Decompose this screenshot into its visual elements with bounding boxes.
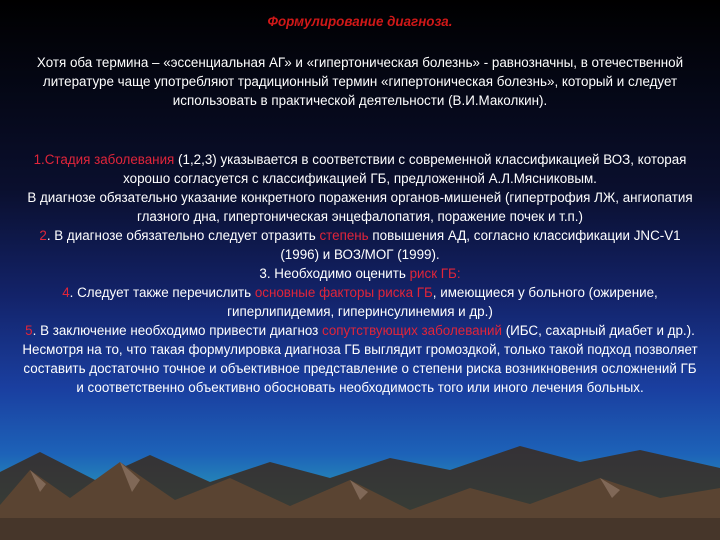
item-4-highlight: основные факторы риска ГБ	[254, 285, 433, 300]
item-2-text-a: . В диагнозе обязательно следует отразить	[46, 228, 320, 243]
item-1b: В диагнозе обязательно указание конкретного поражения органов-мишеней (гипертрофия ЛЖ, ангиопатия глазного дна, гипертоническая энцефалопатия, поражение почек и т.п.)	[27, 190, 693, 224]
item-5	[20, 321, 700, 340]
item-2-number: 2	[39, 228, 47, 243]
slide-body	[20, 150, 700, 397]
item-1	[20, 150, 700, 188]
item-2	[20, 226, 700, 264]
conclusion-paragraph: Несмотря на то, что такая формулировка диагноза ГБ выглядит громоздкой, только такой подход позволяет составить достаточно точное и объективное представление о степени риска возникновения осложнений ГБ и соответственно объективно обосновать необходимость того или иного лечения больных.	[22, 342, 698, 395]
item-3	[20, 264, 700, 283]
item-4-number: 4	[62, 285, 70, 300]
item-3-highlight: риск ГБ:	[409, 266, 461, 281]
slide-title: Формулирование диагноза.	[267, 14, 453, 29]
item-1-lead: 1.Стадия заболевания	[33, 152, 175, 167]
item-4-text-b: , имеющиеся у больного (ожирение, гиперлипидемия, гиперинсулинемия и др.)	[227, 285, 658, 319]
item-2-text-b: повышения АД, согласно классификации JNC-V1 (1996) и ВОЗ/МОГ (1999).	[280, 228, 681, 262]
item-5-number: 5	[25, 323, 33, 338]
item-3-text: 3. Необходимо оценить	[259, 266, 410, 281]
intro-paragraph: Хотя оба термина – «эссенциальная АГ» и «гипертоническая болезнь» - равнозначны, в отечественной литературе чаще употребляют традиционный термин «гипертоническая болезнь», который и следует использовать в практической деятельности (В.И.Маколкин).	[36, 55, 684, 108]
item-1-text: (1,2,3) указывается в соответствии с современной классификацией ВОЗ, которая хорошо согласуется с классификацией ГБ, предложенной А.Л.Мясниковым.	[123, 152, 687, 186]
item-5-highlight: сопутствующих заболеваний	[322, 323, 502, 338]
item-4-text-a: . Следует также перечислить	[69, 285, 255, 300]
item-5-text-b: (ИБС, сахарный диабет и др.).	[501, 323, 695, 338]
item-5-text-a: . В заключение необходимо привести диагноз	[32, 323, 323, 338]
item-4	[20, 283, 700, 321]
item-2-highlight: степень	[319, 228, 369, 243]
